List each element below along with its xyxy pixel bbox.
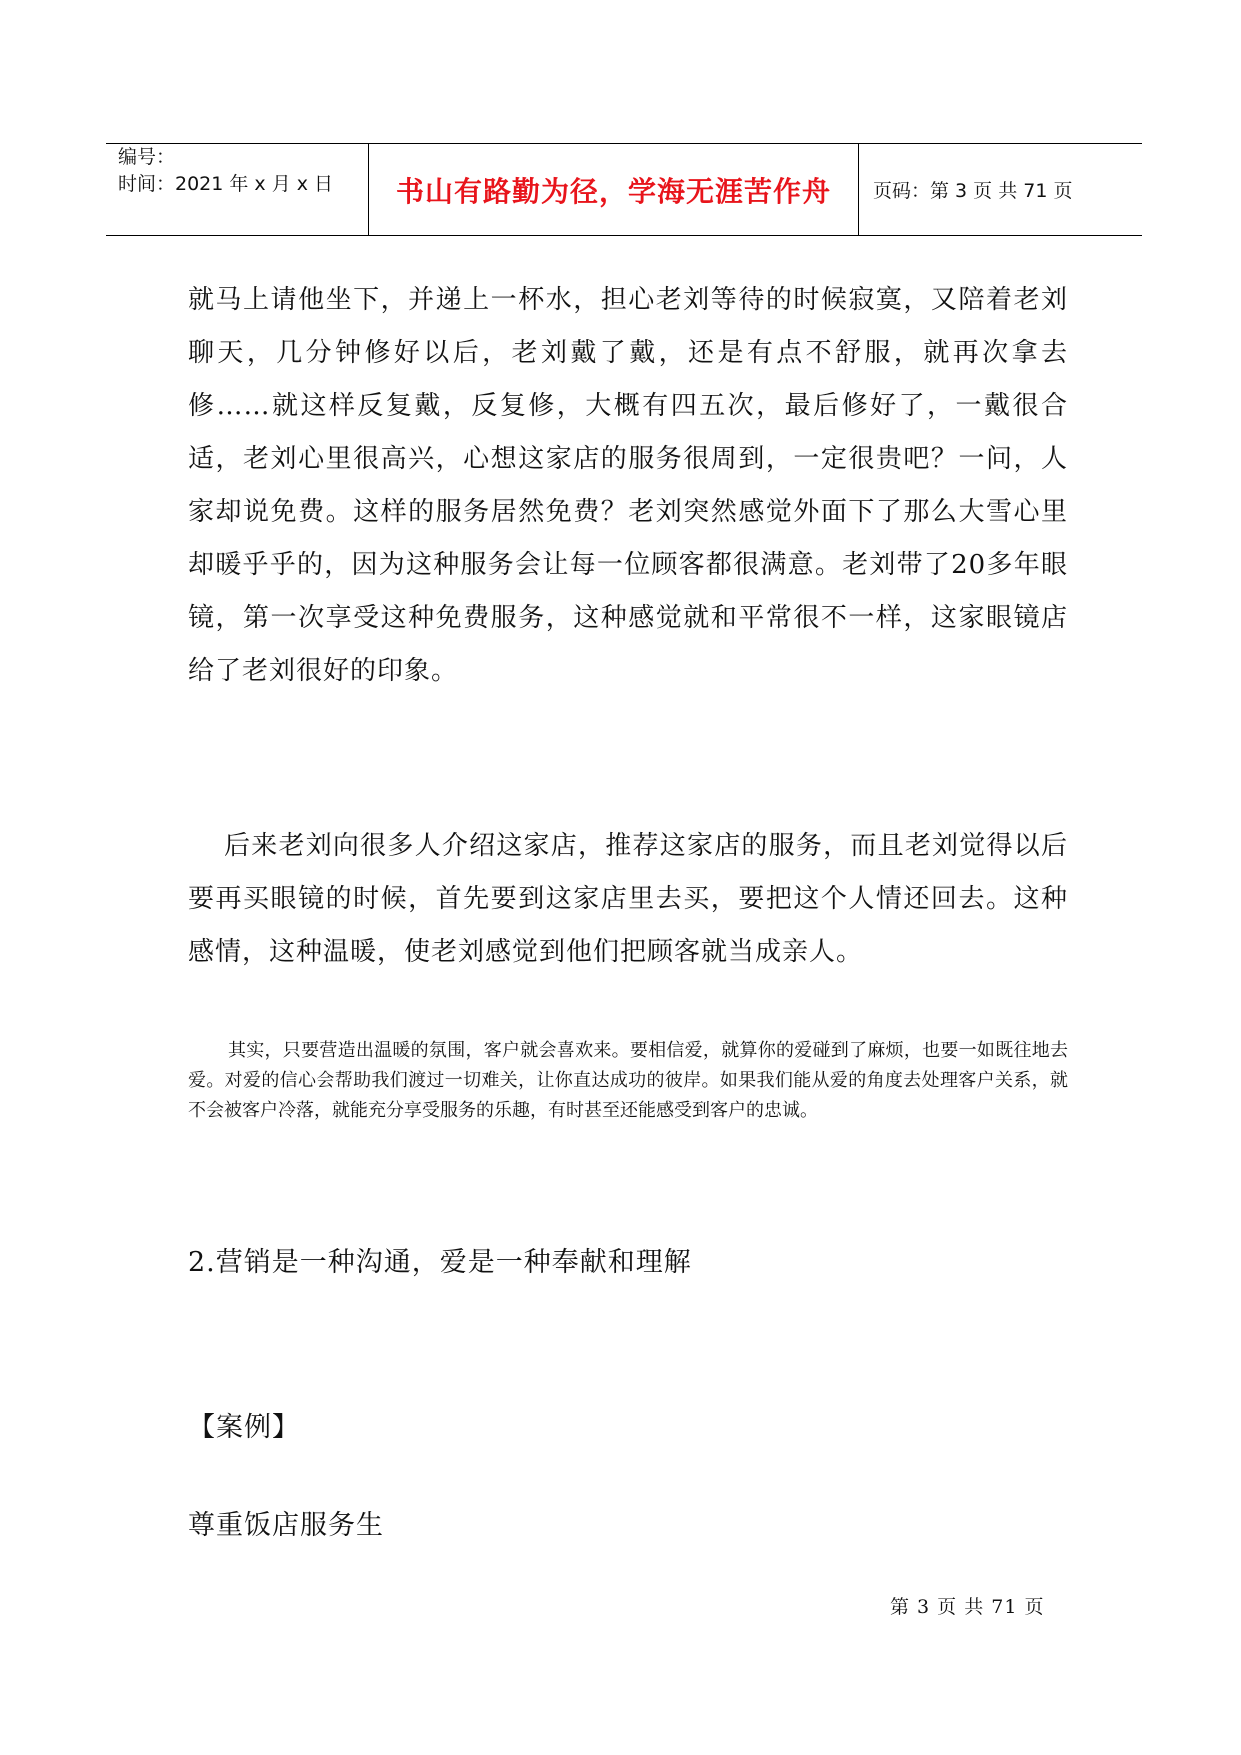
case-label: 【案例】 bbox=[188, 1412, 300, 1443]
page-header bbox=[106, 143, 1142, 236]
header-meta bbox=[106, 144, 369, 235]
body-paragraph-2: 后来老刘向很多人介绍这家店，推荐这家店的服务，而且老刘觉得以后要再买眼镜的时候，首先要到这家店里去买，要把这个人情还回去。这种感情，这种温暖，使老刘感觉到他们把顾客就当成亲人。 bbox=[188, 831, 1068, 967]
body-paragraph-1: 就马上请他坐下，并递上一杯水，担心老刘等待的时候寂寞，又陪着老刘聊天，几分钟修好以后，老刘戴了戴，还是有点不舒服，就再次拿去修……就这样反复戴，反复修，大概有四五次，最后修好了，一戴很合适，老刘心里很高兴，心想这家店的服务很周到，一定很贵吧？一问，人家却说免费。这样的服务居然免费？老刘突然感觉外面下了那么大雪心里却暖乎乎的，因为这种服务会让每一位顾客都很满意。老刘带了20多年眼镜，第一次享受这种免费服务，这种感觉就和平常很不一样，这家眼镜店给了老刘很好的印象。 bbox=[188, 285, 1068, 686]
header-motto: 书山有路勤为径，学海无涯苦作舟 bbox=[369, 144, 859, 235]
page-footer: 第 3 页 共 71 页 bbox=[890, 1596, 1045, 1618]
header-page-info: 页码：第 3 页 共 71 页 bbox=[873, 180, 1073, 202]
section-heading: 2.营销是一种沟通，爱是一种奉献和理解 bbox=[188, 1247, 692, 1278]
header-time-label: 时间：2021 年 x 月 x 日 bbox=[118, 173, 334, 195]
header-number-label: 编号： bbox=[118, 146, 176, 168]
case-title: 尊重饭店服务生 bbox=[188, 1510, 384, 1541]
body-paragraph-3: 其实，只要营造出温暖的氛围，客户就会喜欢来。要相信爱，就算你的爱碰到了麻烦，也要一如既往地去爱。对爱的信心会帮助我们渡过一切难关，让你直达成功的彼岸。如果我们能从爱的角度去处理客户关系，就不会被客户冷落，就能充分享受服务的乐趣，有时甚至还能感受到客户的忠诚。 bbox=[188, 1040, 1068, 1121]
